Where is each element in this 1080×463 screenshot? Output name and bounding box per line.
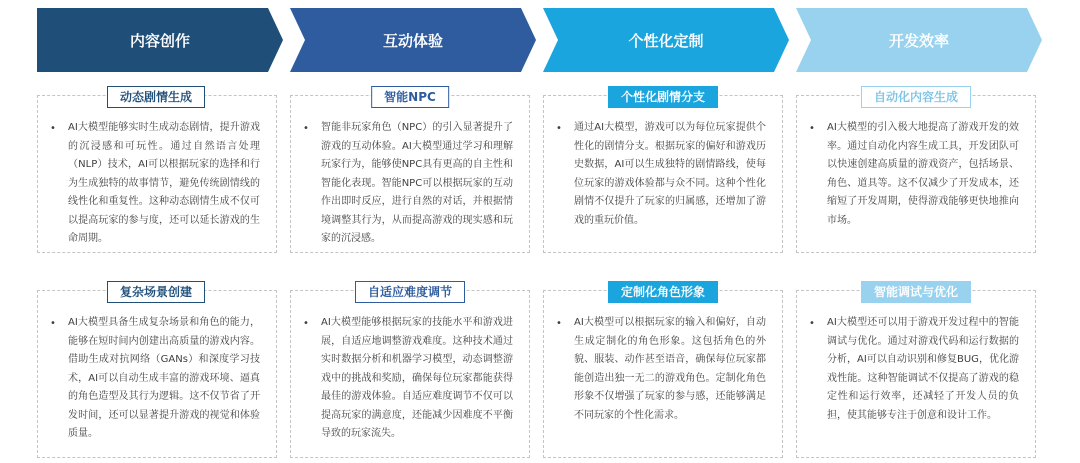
card-text: 通过AI大模型，游戏可以为每位玩家提供个性化的剧情分支。根据玩家的偏好和游戏历史数据，AI可以生成独特的剧情路线，使每位玩家的游戏体验都与众不同。这种个性化剧情不仅提升了玩家的归属感，还增加了游戏的重玩价值。 [574,122,766,226]
card-dynamic-plot [37,95,277,253]
bullet: • [556,318,562,329]
card-smart-npc [290,95,530,253]
tag-smart-debug: 智能调试与优化 [861,281,971,303]
bullet: • [303,318,309,329]
tag-complex-scenes: 复杂场景创建 [107,281,205,303]
header-interactive-experience[interactable]: 互动体验 [382,31,443,50]
card-smart-debug [796,290,1036,458]
card-adaptive-difficulty [290,290,530,458]
tag-smart-npc: 智能NPC [371,86,449,108]
card-text: 智能非玩家角色（NPC）的引入显著提升了游戏的互动体验。AI大模型通过学习和理解玩家行为，能够使NPC具有更高的自主性和智能化表现。智能NPC可以根据玩家的互动作出即时反应，进行自然的对话，并根据情境调整其行为，从而提高游戏的现实感和玩家的沉浸感。 [321,122,513,244]
bullet: • [556,123,562,134]
header-content-creation[interactable]: 内容创作 [129,31,190,50]
card-text: AI大模型具备生成复杂场景和角色的能力，能够在短时间内创建出高质量的游戏内容。借助生成对抗网络（GANs）和深度学习技术，AI可以自动生成丰富的游戏环境、逼真的角色造型及其行为逻辑。这不仅节省了开发时间，还可以显著提升游戏的视觉和体验质量。 [68,317,260,439]
card-text: AI大模型的引入极大地提高了游戏开发的效率。通过自动化内容生成工具，开发团队可以快速创建高质量的游戏资产，包括场景、角色、道具等。这不仅减少了开发成本，还缩短了开发周期，使得游戏能够更快地推向市场。 [827,122,1019,226]
tag-custom-character: 定制化角色形象 [608,281,718,303]
card-custom-character [543,290,783,458]
card-text: AI大模型还可以用于游戏开发过程中的智能调试与优化。通过对游戏代码和运行数据的分析，AI可以自动识别和修复BUG，优化游戏性能。这种智能调试不仅提高了游戏的稳定性和运行效率，还减轻了开发人员的负担，使其能够专注于创意和设计工作。 [827,317,1019,421]
bullet: • [809,123,815,134]
bullet: • [50,123,56,134]
card-text: AI大模型可以根据玩家的输入和偏好，自动生成定制化的角色形象。这包括角色的外貌、服装、动作甚至语音，确保每位玩家都能创造出独一无二的游戏角色。定制化角色形象不仅增强了玩家的参与感，还能够满足不同玩家的个性化需求。 [574,317,766,421]
bullet: • [303,123,309,134]
tag-adaptive-difficulty: 自适应难度调节 [355,281,465,303]
header-personalization[interactable]: 个性化定制 [628,31,704,50]
tag-personal-branch: 个性化剧情分支 [608,86,718,108]
tag-auto-content: 自动化内容生成 [861,86,971,108]
card-auto-content [796,95,1036,253]
card-complex-scenes [37,290,277,458]
header-dev-efficiency[interactable]: 开发效率 [888,31,949,50]
bullet: • [50,318,56,329]
card-text: AI大模型能够根据玩家的技能水平和游戏进展，自适应地调整游戏难度。这种技术通过实时数据分析和机器学习模型，动态调整游戏中的挑战和奖励，确保每位玩家都能获得最佳的游戏体验。自适应难度调节不仅可以提高玩家的满意度，还能减少因难度不平衡导致的玩家流失。 [321,317,513,439]
card-text: AI大模型能够实时生成动态剧情，提升游戏的沉浸感和可玩性。通过自然语言处理（NLP）技术，AI可以根据玩家的选择和行为生成独特的故事情节，避免传统剧情线的线性化和重复性。这种动态剧情生成不仅可以提高玩家的参与度，还可以延长游戏的生命周期。 [68,122,260,244]
bullet: • [809,318,815,329]
tag-dynamic-plot: 动态剧情生成 [107,86,205,108]
card-personal-branch [543,95,783,253]
